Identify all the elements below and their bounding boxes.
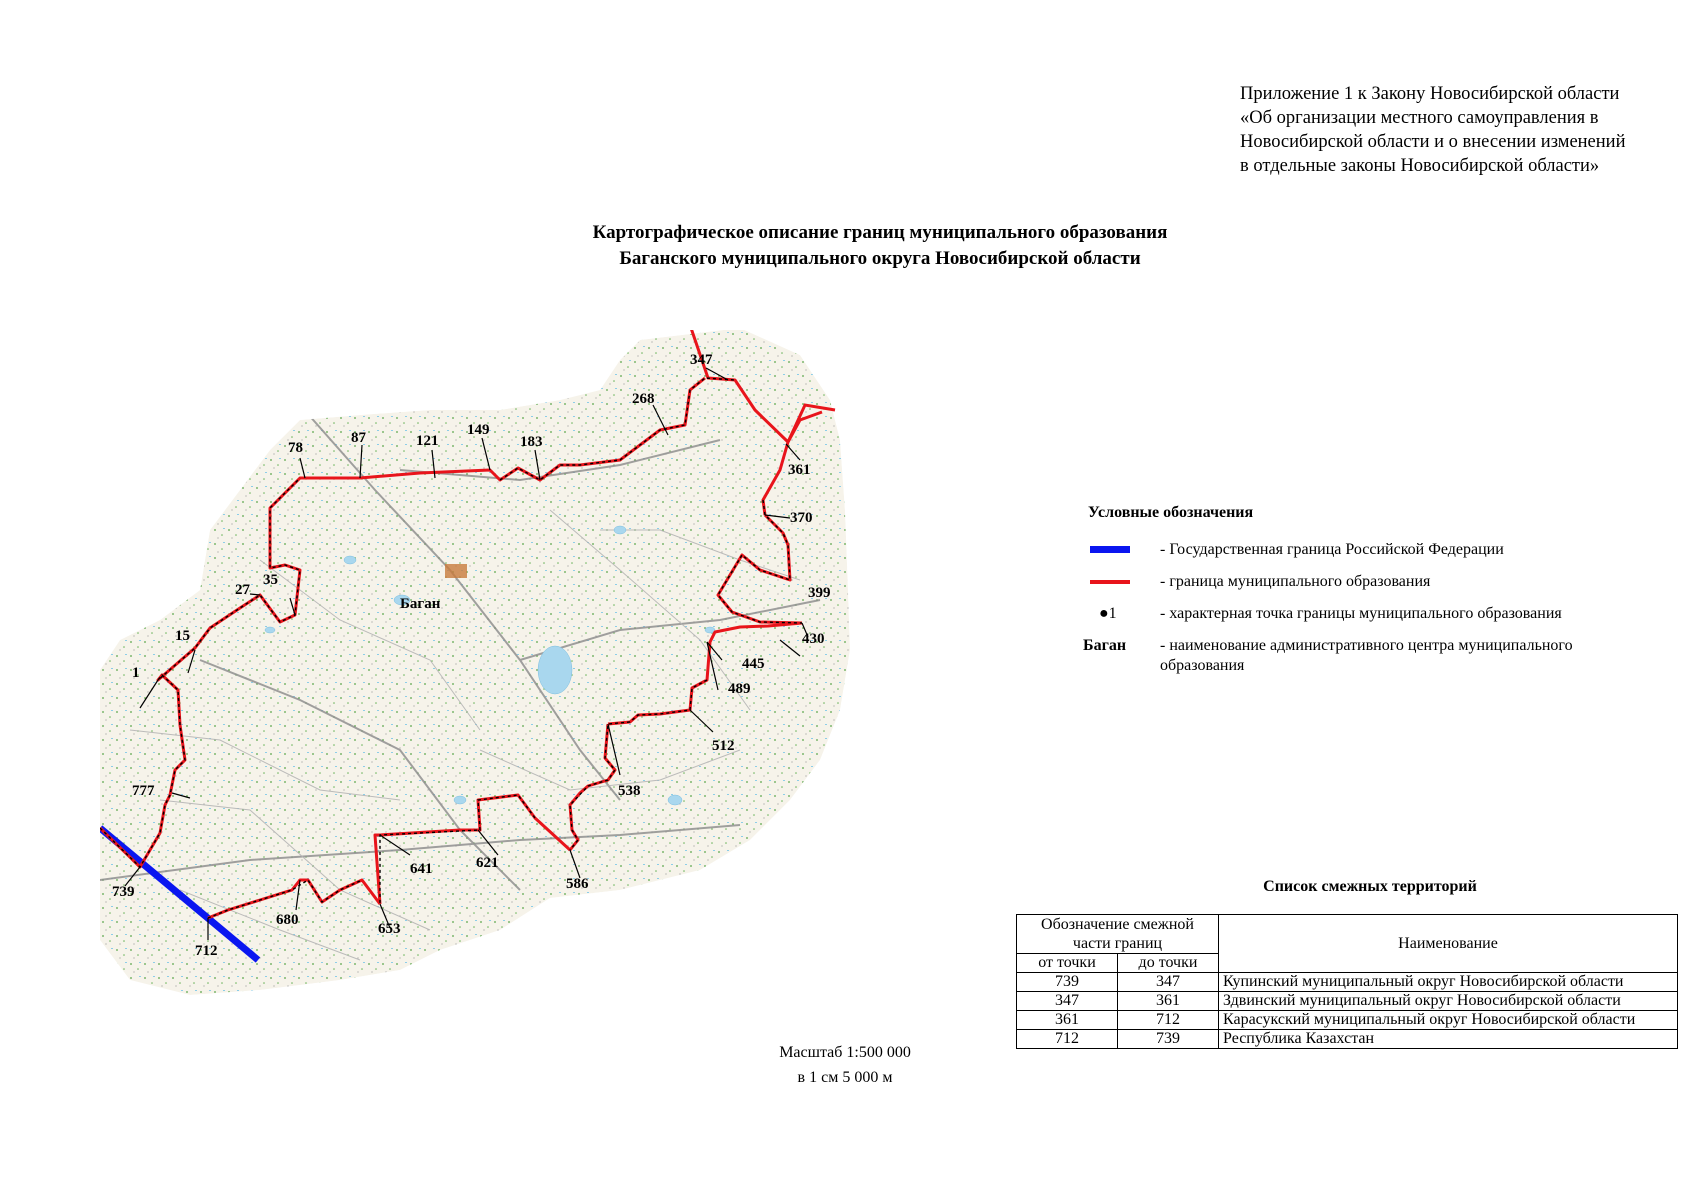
legend-red-line-icon <box>1085 572 1140 592</box>
legend-point-symbol <box>1085 604 1154 624</box>
legend-center-symbol: Баган <box>1083 637 1127 654</box>
point-149: 149 <box>467 422 490 438</box>
cell-from: 739 <box>1017 973 1118 992</box>
point-777: 777 <box>132 783 155 799</box>
point-361: 361 <box>788 462 811 478</box>
admin-center-label: Баган <box>400 596 441 612</box>
point-1: 1 <box>132 665 140 681</box>
cell-from: 347 <box>1017 992 1118 1011</box>
appendix-line: в отдельные законы Новосибирской области» <box>1240 156 1600 176</box>
point-586: 586 <box>566 876 589 892</box>
adjacent-table <box>1016 914 1678 1049</box>
district-map <box>100 330 930 1070</box>
title-line: Картографическое описание границ муниципального образования <box>592 222 1168 243</box>
point-87: 87 <box>351 430 366 446</box>
point-268: 268 <box>632 391 655 407</box>
legend-blue-line-icon <box>1085 540 1140 560</box>
scale-line: Масштаб 1:500 000 <box>779 1044 911 1061</box>
table-header-from: от точки <box>1017 954 1118 973</box>
table-row <box>1017 973 1678 992</box>
title-line: Баганского муниципального округа Новосибирской области <box>619 248 1141 269</box>
page-title <box>380 220 1380 272</box>
legend-label: - граница муниципального образования <box>1160 573 1431 590</box>
point-121: 121 <box>416 433 439 449</box>
cell-to: 347 <box>1118 973 1219 992</box>
cell-from: 712 <box>1017 1030 1118 1049</box>
dot-icon: ● <box>1099 605 1109 622</box>
cell-to: 739 <box>1118 1030 1219 1049</box>
point-430: 430 <box>802 631 825 647</box>
point-712: 712 <box>195 943 218 959</box>
point-15: 15 <box>175 628 190 644</box>
cell-to: 712 <box>1118 1011 1219 1030</box>
point-347: 347 <box>690 352 713 368</box>
point-653: 653 <box>378 921 401 937</box>
legend-title: Условные обозначения <box>1088 504 1254 521</box>
table-row <box>1017 1011 1678 1030</box>
scale-line: в 1 см 5 000 м <box>797 1069 893 1086</box>
cell-name: Республика Казахстан <box>1219 1030 1678 1049</box>
cell-to: 361 <box>1118 992 1219 1011</box>
appendix-line: Новосибирской области и о внесении изменений <box>1240 132 1626 152</box>
cell-name: Купинский муниципальный округ Новосибирской области <box>1219 973 1678 992</box>
legend-label: - Государственная граница Российской Федерации <box>1160 541 1504 558</box>
table-header-name: Наименование <box>1219 915 1678 973</box>
appendix-line: «Об организации местного самоуправления в <box>1240 108 1599 128</box>
adjacent-list-title: Список смежных территорий <box>1263 878 1477 895</box>
point-399: 399 <box>808 585 831 601</box>
point-370: 370 <box>790 510 813 526</box>
point-641: 641 <box>410 861 433 877</box>
point-445: 445 <box>742 656 765 672</box>
point-35: 35 <box>263 572 278 588</box>
cell-name: Здвинский муниципальный округ Новосибирской области <box>1219 992 1678 1011</box>
legend-point-number: 1 <box>1108 605 1117 622</box>
point-538: 538 <box>618 783 641 799</box>
point-27: 27 <box>235 582 250 598</box>
point-183: 183 <box>520 434 543 450</box>
table-row <box>1017 992 1678 1011</box>
legend-label: - наименование административного центра муниципального образования <box>1160 637 1573 674</box>
point-489: 489 <box>728 681 751 697</box>
point-680: 680 <box>276 912 299 928</box>
point-78: 78 <box>288 440 303 456</box>
table-row <box>1017 1030 1678 1049</box>
point-512: 512 <box>712 738 735 754</box>
appendix-header <box>1240 82 1670 178</box>
cell-from: 361 <box>1017 1011 1118 1030</box>
point-621: 621 <box>476 855 499 871</box>
legend-label: - характерная точка границы муниципального образования <box>1160 605 1562 622</box>
table-header-to: до точки <box>1118 954 1219 973</box>
point-739: 739 <box>112 884 135 900</box>
appendix-line: Приложение 1 к Закону Новосибирской области <box>1240 84 1620 104</box>
scale-note <box>760 1040 930 1090</box>
table-header-group: Обозначение смежной части границ <box>1017 915 1219 954</box>
cell-name: Карасукский муниципальный округ Новосибирской области <box>1219 1011 1678 1030</box>
